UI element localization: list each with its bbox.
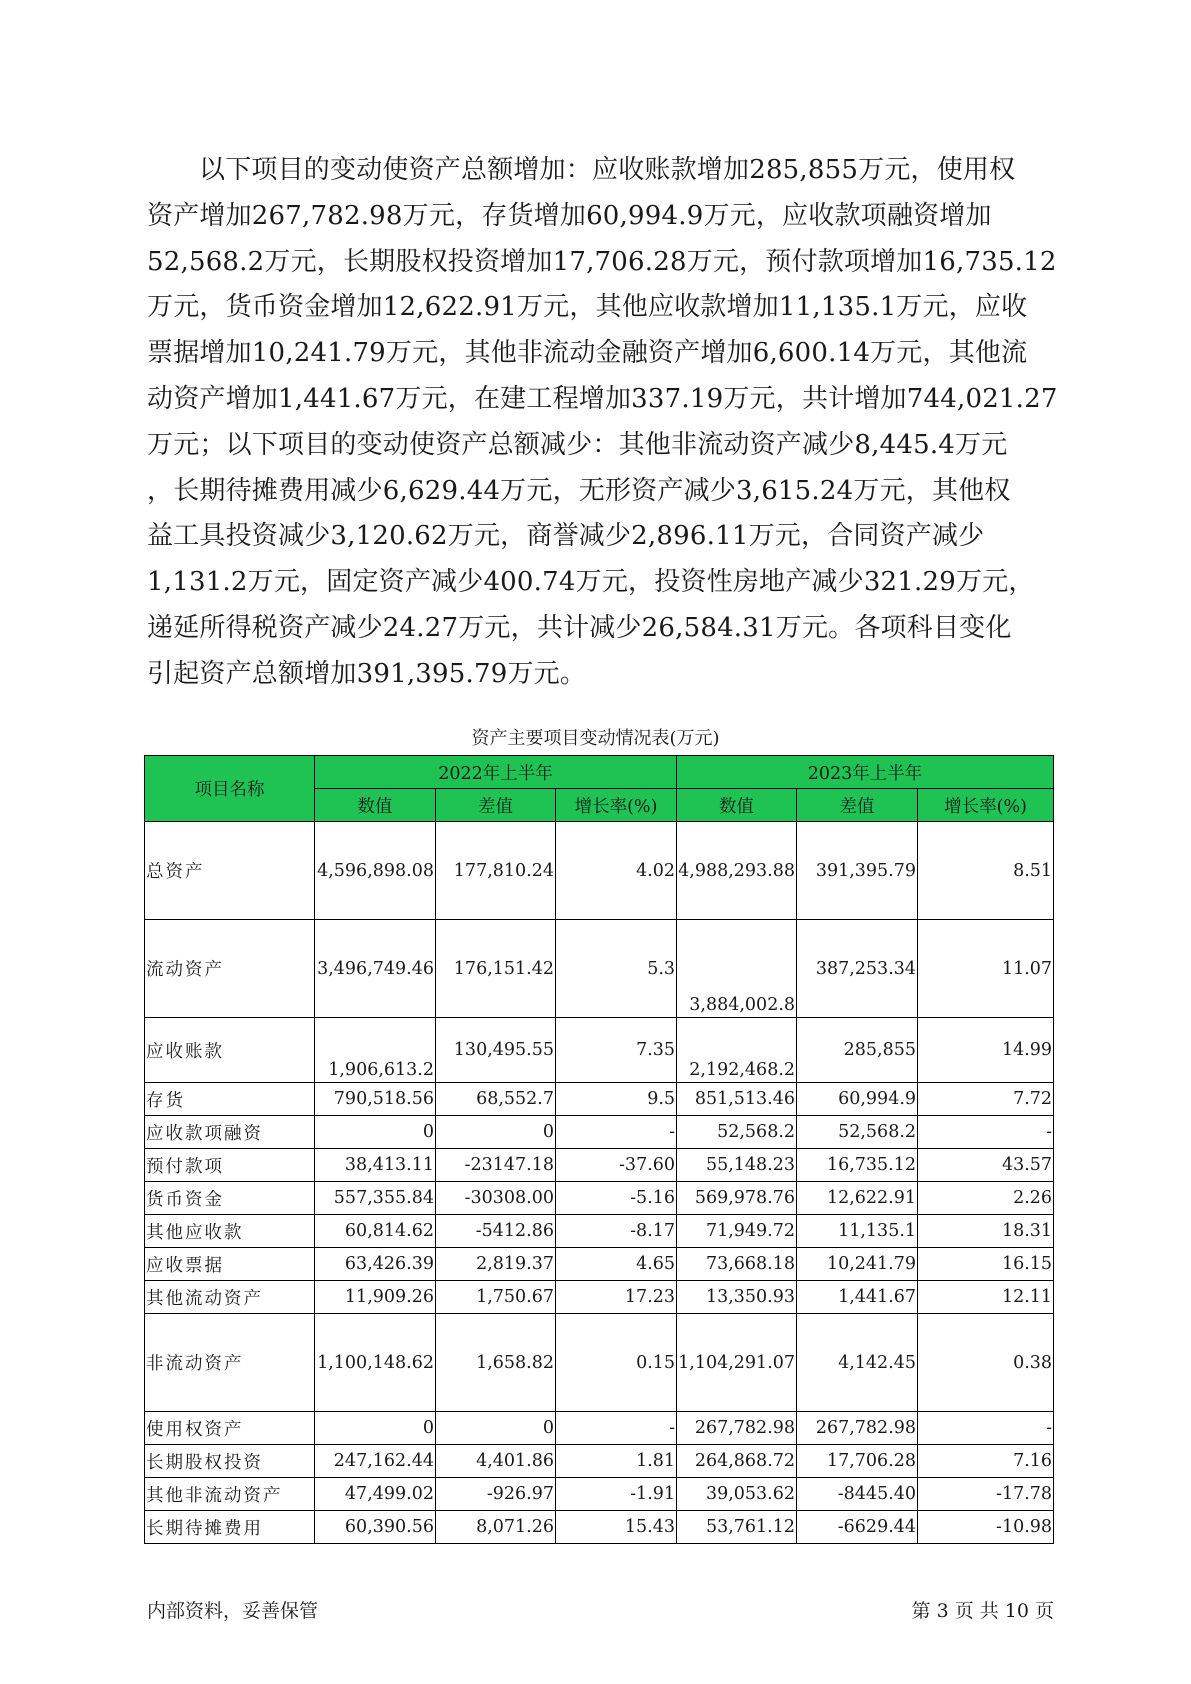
cell: 12.11 (918, 1281, 1054, 1314)
header-item-name: 项目名称 (145, 756, 315, 822)
cell: 12,622.91 (797, 1182, 918, 1215)
cell: -10.98 (918, 1511, 1054, 1544)
paragraph-line: 万元，货币资金增加12,622.91万元，其他应收款增加11,135.1万元，应收 (147, 292, 1028, 323)
cell: 60,994.9 (797, 1083, 918, 1116)
table-row (145, 1248, 1054, 1281)
table-row (145, 1215, 1054, 1248)
cell: - (918, 1116, 1054, 1149)
paragraph-line: ，长期待摊费用减少6,629.44万元，无形资产减少3,615.24万元，其他权 (147, 475, 1011, 506)
cell: 7.16 (918, 1445, 1054, 1478)
header-col: 增长率(%) (918, 789, 1054, 822)
header-col: 数值 (677, 789, 797, 822)
table-row (145, 822, 1054, 920)
cell: 0 (436, 1412, 556, 1445)
body-paragraph (147, 148, 1058, 698)
table-caption: 资产主要项目变动情况表(万元) (471, 728, 720, 749)
table-row (145, 1083, 1054, 1116)
row-name: 存货 (145, 1083, 315, 1116)
table-row (145, 1445, 1054, 1478)
cell: 11.07 (918, 920, 1054, 1018)
cell: 2.26 (918, 1182, 1054, 1215)
cell: -23147.18 (436, 1149, 556, 1182)
cell: 5.3 (556, 920, 677, 1018)
paragraph-line: 引起资产总额增加391,395.79万元。 (147, 658, 587, 689)
cell: - (918, 1412, 1054, 1445)
header-col: 数值 (315, 789, 436, 822)
row-name: 流动资产 (145, 920, 315, 1018)
row-name: 长期待摊费用 (145, 1511, 315, 1544)
cell: 0 (436, 1116, 556, 1149)
cell: 55,148.23 (677, 1149, 797, 1182)
cell: -1.91 (556, 1478, 677, 1511)
cell: 2,819.37 (436, 1248, 556, 1281)
row-name: 货币资金 (145, 1182, 315, 1215)
cell: 387,253.34 (797, 920, 918, 1018)
cell: 73,668.18 (677, 1248, 797, 1281)
cell: -37.60 (556, 1149, 677, 1182)
header-period-2022: 2022年上半年 (315, 756, 677, 789)
cell: 1.81 (556, 1445, 677, 1478)
table-row (145, 1281, 1054, 1314)
paragraph-line: 资产增加267,782.98万元，存货增加60,994.9万元，应收款项融资增加 (147, 200, 992, 231)
cell: 11,909.26 (315, 1281, 436, 1314)
row-name: 应收款项融资 (145, 1116, 315, 1149)
cell: -17.78 (918, 1478, 1054, 1511)
cell: 1,906,613.2 (315, 1018, 436, 1083)
cell: -5.16 (556, 1182, 677, 1215)
paragraph-line: 以下项目的变动使资产总额增加：应收账款增加285,855万元，使用权 (199, 155, 1016, 185)
cell: 1,750.67 (436, 1281, 556, 1314)
cell: 16.15 (918, 1248, 1054, 1281)
row-name: 非流动资产 (145, 1314, 315, 1412)
header-col: 增长率(%) (556, 789, 677, 822)
cell: 8.51 (918, 822, 1054, 920)
row-name: 应收票据 (145, 1248, 315, 1281)
cell: 68,552.7 (436, 1083, 556, 1116)
cell: 0 (315, 1116, 436, 1149)
cell: 1,100,148.62 (315, 1314, 436, 1412)
cell: 790,518.56 (315, 1083, 436, 1116)
cell: 4.02 (556, 822, 677, 920)
cell: 43.57 (918, 1149, 1054, 1182)
row-name: 其他流动资产 (145, 1281, 315, 1314)
paragraph-line: 票据增加10,241.79万元，其他非流动金融资产增加6,600.14万元，其他流 (147, 338, 1028, 369)
cell: 7.35 (556, 1018, 677, 1083)
cell: 267,782.98 (797, 1412, 918, 1445)
table-row (145, 1478, 1054, 1511)
header-period-2023: 2023年上半年 (677, 756, 1054, 789)
cell: 267,782.98 (677, 1412, 797, 1445)
cell: 247,162.44 (315, 1445, 436, 1478)
cell: 4.65 (556, 1248, 677, 1281)
table-row (145, 1314, 1054, 1412)
cell: - (556, 1412, 677, 1445)
cell: -30308.00 (436, 1182, 556, 1215)
cell: 176,151.42 (436, 920, 556, 1018)
row-name: 其他应收款 (145, 1215, 315, 1248)
cell: 18.31 (918, 1215, 1054, 1248)
cell: 4,401.86 (436, 1445, 556, 1478)
cell: -8.17 (556, 1215, 677, 1248)
cell: 569,978.76 (677, 1182, 797, 1215)
cell: 47,499.02 (315, 1478, 436, 1511)
cell: 1,104,291.07 (677, 1314, 797, 1412)
table-row (145, 920, 1054, 1018)
asset-change-table (144, 755, 1054, 1544)
row-name: 总资产 (145, 822, 315, 920)
cell: 53,761.12 (677, 1511, 797, 1544)
table-row (145, 1182, 1054, 1215)
cell: 14.99 (918, 1018, 1054, 1083)
cell: 52,568.2 (797, 1116, 918, 1149)
cell: - (556, 1116, 677, 1149)
cell: 10,241.79 (797, 1248, 918, 1281)
cell: 2,192,468.2 (677, 1018, 797, 1083)
cell: -6629.44 (797, 1511, 918, 1544)
cell: 177,810.24 (436, 822, 556, 920)
cell: 39,053.62 (677, 1478, 797, 1511)
cell: 71,949.72 (677, 1215, 797, 1248)
cell: 11,135.1 (797, 1215, 918, 1248)
cell: 15.43 (556, 1511, 677, 1544)
cell: 52,568.2 (677, 1116, 797, 1149)
cell: 8,071.26 (436, 1511, 556, 1544)
paragraph-line: 动资产增加1,441.67万元，在建工程增加337.19万元，共计增加744,021.27 (147, 383, 1058, 414)
row-name: 预付款项 (145, 1149, 315, 1182)
cell: -926.97 (436, 1478, 556, 1511)
paragraph-line: 万元；以下项目的变动使资产总额减少：其他非流动资产减少8,445.4万元 (147, 429, 1008, 460)
footer-page-number: 第 3 页 共 10 页 (911, 1600, 1054, 1622)
cell: 60,390.56 (315, 1511, 436, 1544)
table-row (145, 1511, 1054, 1544)
cell: 63,426.39 (315, 1248, 436, 1281)
cell: 1,658.82 (436, 1314, 556, 1412)
paragraph-line: 益工具投资减少3,120.62万元，商誉减少2,896.11万元，合同资产减少 (147, 521, 985, 552)
cell: 4,596,898.08 (315, 822, 436, 920)
cell: 851,513.46 (677, 1083, 797, 1116)
cell: 4,988,293.88 (677, 822, 797, 920)
paragraph-line: 1,131.2万元，固定资产减少400.74万元，投资性房地产减少321.29万元， (147, 567, 1035, 598)
cell: 16,735.12 (797, 1149, 918, 1182)
cell: 130,495.55 (436, 1018, 556, 1083)
cell: 285,855 (797, 1018, 918, 1083)
row-name: 应收账款 (145, 1018, 315, 1083)
cell: 38,413.11 (315, 1149, 436, 1182)
header-row (145, 756, 1054, 789)
header-col: 差值 (797, 789, 918, 822)
cell: 4,142.45 (797, 1314, 918, 1412)
cell: 264,868.72 (677, 1445, 797, 1478)
cell: 9.5 (556, 1083, 677, 1116)
table-row (145, 1412, 1054, 1445)
cell: 1,441.67 (797, 1281, 918, 1314)
paragraph-line: 52,568.2万元，长期股权投资增加17,706.28万元，预付款项增加16,735.12 (147, 246, 1057, 277)
row-name: 其他非流动资产 (145, 1478, 315, 1511)
table-row (145, 1116, 1054, 1149)
cell: 3,884,002.8 (677, 920, 797, 1018)
cell: 3,496,749.46 (315, 920, 436, 1018)
footer-confidential-note: 内部资料，妥善保管 (147, 1600, 319, 1622)
cell: 0.38 (918, 1314, 1054, 1412)
paragraph-line: 递延所得税资产减少24.27万元，共计减少26,584.31万元。各项科目变化 (147, 612, 1012, 643)
cell: 13,350.93 (677, 1281, 797, 1314)
table-row (145, 1018, 1054, 1083)
header-col: 差值 (436, 789, 556, 822)
cell: 0 (315, 1412, 436, 1445)
cell: 17.23 (556, 1281, 677, 1314)
cell: 7.72 (918, 1083, 1054, 1116)
cell: 60,814.62 (315, 1215, 436, 1248)
row-name: 长期股权投资 (145, 1445, 315, 1478)
cell: -8445.40 (797, 1478, 918, 1511)
cell: -5412.86 (436, 1215, 556, 1248)
cell: 391,395.79 (797, 822, 918, 920)
cell: 557,355.84 (315, 1182, 436, 1215)
cell: 17,706.28 (797, 1445, 918, 1478)
cell: 0.15 (556, 1314, 677, 1412)
table-row (145, 1149, 1054, 1182)
row-name: 使用权资产 (145, 1412, 315, 1445)
